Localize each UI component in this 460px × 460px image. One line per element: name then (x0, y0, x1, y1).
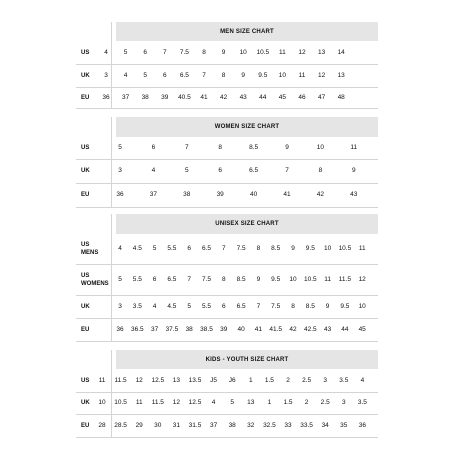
size-value: 10 (289, 275, 297, 283)
size-value: 11 (298, 71, 306, 79)
size-row (76, 137, 378, 160)
size-value: 11 (358, 245, 366, 252)
size-value: 6 (143, 48, 147, 56)
row-label-line: MENS (81, 250, 99, 256)
size-value: 41 (200, 93, 208, 101)
size-value: 6 (218, 167, 222, 174)
size-value: 5 (184, 167, 189, 174)
size-value: 4.5 (132, 245, 142, 252)
row-label-line: EU (81, 192, 90, 198)
size-value: 9.5 (305, 245, 315, 252)
row-label-line: EU (81, 326, 90, 333)
size-value: 5.5 (132, 275, 142, 283)
size-value: 7.5 (236, 245, 246, 252)
row-label (81, 326, 89, 334)
size-value: 36 (116, 325, 124, 333)
size-value: 10 (239, 48, 247, 56)
size-value: 3.5 (339, 376, 349, 384)
size-value: 38.5 (200, 325, 213, 333)
size-value: 43 (323, 325, 332, 333)
size-value: 48 (337, 93, 345, 101)
size-value: 9 (221, 48, 226, 56)
size-value: 9 (351, 167, 356, 174)
size-value: 7.5 (271, 302, 281, 310)
size-value: 8.5 (249, 144, 259, 151)
chart-title: MEN SIZE CHART (116, 22, 378, 41)
size-value: 2 (286, 376, 290, 384)
size-value: 14 (337, 48, 345, 56)
size-row (76, 87, 378, 109)
size-value: 42 (219, 93, 228, 101)
size-value: 38 (183, 191, 191, 198)
size-value: 41.5 (269, 325, 283, 333)
size-row (76, 264, 378, 296)
size-value: 11.5 (151, 399, 164, 406)
size-value: 1.5 (264, 376, 274, 384)
size-value: 5 (123, 48, 128, 56)
size-value: 7.5 (179, 48, 189, 56)
size-value: 45 (358, 325, 366, 333)
row-label-line: US (81, 272, 90, 279)
row-label-line: EU (81, 422, 90, 429)
size-value: 9 (291, 245, 295, 252)
chart-title: KIDS - YOUTH SIZE CHART (116, 350, 378, 369)
size-value: 36 (116, 191, 124, 198)
size-value: 41 (283, 191, 291, 198)
size-value: 43 (350, 191, 358, 198)
size-value: 13 (247, 399, 255, 406)
row-label (81, 167, 90, 175)
size-value: 37 (150, 325, 159, 333)
size-value: 5.5 (167, 245, 177, 252)
size-value: 43 (239, 93, 247, 101)
size-value: 47 (317, 93, 326, 101)
size-value: 13 (317, 48, 326, 56)
size-value: 35 (340, 421, 348, 429)
row-label (81, 399, 90, 407)
size-value: 8 (218, 144, 222, 151)
size-row (76, 183, 378, 208)
size-value: 3.5 (132, 302, 142, 310)
size-value: 9.5 (258, 71, 268, 79)
size-value: 44 (259, 93, 267, 101)
size-value: 9.5 (271, 275, 281, 283)
size-value: 10 (98, 399, 106, 406)
size-value: 40.5 (178, 93, 191, 101)
row-label (81, 422, 89, 430)
size-value: 12 (298, 48, 306, 56)
size-value: 39 (220, 325, 228, 333)
size-value: 5 (230, 399, 234, 406)
size-value: 31.5 (188, 421, 202, 429)
size-value: 11 (135, 399, 143, 406)
size-value: 4.5 (167, 302, 177, 310)
size-value: 36 (358, 421, 367, 429)
size-value: 31 (172, 421, 181, 429)
size-row (76, 64, 378, 88)
size-value: 4 (118, 245, 122, 252)
size-value: 4 (104, 48, 108, 56)
row-label-line: UK (81, 168, 90, 174)
size-value: 7 (221, 245, 226, 252)
size-value: 3 (104, 71, 108, 79)
size-value: 13.5 (188, 376, 202, 384)
size-value: 8.5 (305, 302, 315, 310)
size-row (76, 159, 378, 184)
row-label-line: WOMENS (81, 280, 109, 287)
size-value: 45 (278, 93, 287, 101)
size-row (76, 369, 378, 393)
size-value: 37 (149, 191, 158, 198)
size-value: 11 (98, 376, 106, 384)
size-value: 8 (221, 71, 226, 79)
size-value: 9 (256, 275, 261, 283)
size-value: 10.5 (303, 275, 317, 283)
size-value: 6.5 (167, 275, 177, 283)
size-value: 6.5 (179, 71, 189, 79)
size-row (76, 41, 378, 65)
size-value: 7 (285, 167, 289, 174)
size-value: 4 (152, 302, 157, 310)
size-row (76, 392, 378, 415)
size-value: 42.5 (303, 325, 317, 333)
row-label (81, 72, 90, 80)
size-value: 6 (152, 275, 157, 283)
size-value: 5 (143, 71, 147, 79)
size-value: 2 (304, 399, 309, 406)
size-value: 8.5 (271, 245, 281, 252)
size-value: 46 (298, 93, 306, 101)
size-value: 9 (241, 71, 245, 79)
size-value: 36.5 (130, 325, 144, 333)
size-value: J6 (228, 376, 236, 384)
row-label-line: UK (81, 400, 90, 406)
size-value: 38 (185, 325, 193, 333)
size-value: 7 (162, 48, 167, 56)
size-chart-section (76, 350, 378, 437)
size-value: 8 (318, 167, 323, 174)
size-value: 30 (154, 421, 162, 429)
size-value: 28.5 (114, 421, 127, 429)
row-label (81, 303, 90, 311)
size-value: 10 (323, 245, 332, 252)
size-value: 11 (324, 275, 331, 283)
size-value: 4 (211, 399, 216, 406)
size-value: 11 (279, 48, 286, 56)
size-value: 10 (316, 144, 325, 151)
size-value: 37.5 (165, 325, 179, 333)
size-value: 33 (284, 421, 292, 429)
row-label (81, 191, 89, 199)
size-value: 4 (123, 71, 128, 79)
size-value: 12.5 (188, 399, 202, 406)
size-value: 1 (248, 376, 253, 384)
size-value: 4 (360, 376, 365, 384)
size-value: 32 (247, 421, 255, 429)
size-value: 12 (135, 376, 143, 384)
row-label (81, 272, 109, 288)
row-label-line: US (81, 145, 90, 151)
size-value: 8.5 (236, 275, 246, 283)
size-value: J5 (210, 376, 218, 384)
size-value: 37 (121, 93, 130, 101)
size-value: 7 (187, 275, 191, 283)
size-value: 3 (323, 376, 327, 384)
size-value: 11 (350, 144, 358, 151)
row-label-line: UK (81, 303, 90, 310)
size-value: 10.5 (256, 48, 270, 56)
size-value: 5.5 (201, 302, 212, 310)
size-value: 9 (285, 144, 289, 151)
size-value: 10 (278, 71, 287, 79)
size-value: 42 (316, 191, 325, 198)
size-value: 44 (341, 325, 349, 333)
size-value: 1 (267, 399, 272, 406)
size-value: 34 (321, 421, 329, 429)
size-value: 12 (358, 275, 366, 283)
size-value: 1.5 (283, 399, 293, 406)
row-label (81, 144, 89, 152)
size-value: 8 (291, 302, 295, 310)
size-value: 7 (256, 302, 261, 310)
size-value: 5 (118, 275, 122, 283)
size-value: 39 (161, 93, 169, 101)
size-chart-section (76, 214, 378, 341)
size-value: 3 (118, 167, 122, 174)
row-label (81, 241, 98, 257)
size-value: 37 (209, 421, 218, 429)
chart-title: UNISEX SIZE CHART (116, 214, 378, 234)
size-value: 3 (341, 399, 346, 406)
size-row (76, 414, 378, 438)
chart-title: WOMEN SIZE CHART (116, 117, 378, 137)
size-value: 5 (152, 245, 157, 252)
size-value: 6 (151, 144, 156, 151)
row-label (81, 377, 89, 385)
size-value: 41 (254, 325, 263, 333)
size-value: 11.5 (338, 275, 351, 283)
size-value: 6.5 (236, 302, 246, 310)
size-value: 6.5 (201, 245, 212, 252)
size-value: 11.5 (114, 376, 127, 384)
size-value: 8 (221, 275, 226, 283)
size-value: 8 (256, 245, 261, 252)
size-value: 6 (162, 71, 167, 79)
size-value: 42 (289, 325, 297, 333)
size-chart-section (76, 117, 378, 207)
row-label (81, 49, 89, 57)
size-row (76, 318, 378, 342)
size-value: 6 (221, 302, 226, 310)
size-row (76, 295, 378, 319)
row-label-line: EU (81, 94, 90, 101)
size-value: 2.5 (302, 376, 312, 384)
size-value: 36 (102, 93, 110, 101)
size-value: 32.5 (263, 421, 276, 429)
size-value: 39 (216, 191, 224, 198)
size-value: 5 (118, 144, 122, 151)
size-value: 28 (98, 421, 106, 429)
size-value: 3.5 (357, 399, 367, 406)
size-value: 3 (118, 302, 122, 310)
size-value: 12 (317, 71, 326, 79)
size-value: 12 (172, 399, 181, 406)
size-value: 2.5 (320, 399, 330, 406)
row-label-line: US (81, 242, 90, 248)
size-value: 9.5 (340, 302, 350, 310)
size-value: 7.5 (201, 275, 212, 283)
row-label-line: US (81, 377, 90, 384)
size-value: 38 (228, 421, 236, 429)
size-value: 10.5 (338, 245, 352, 252)
size-chart-section (76, 22, 378, 108)
row-label-line: UK (81, 72, 90, 79)
size-value: 7 (202, 71, 206, 79)
row-label-line: US (81, 49, 90, 56)
size-value: 4 (151, 167, 156, 174)
size-value: 40 (249, 191, 258, 198)
size-value: 13 (337, 71, 345, 79)
size-value: 29 (135, 421, 143, 429)
size-value: 33.5 (300, 421, 313, 429)
size-value: 12.5 (151, 376, 165, 384)
size-value: 5 (187, 302, 191, 310)
size-value: 9 (325, 302, 330, 310)
size-value: 6.5 (249, 167, 259, 174)
size-value: 38 (141, 93, 149, 101)
size-value: 10 (358, 302, 366, 310)
size-value: 7 (184, 144, 189, 151)
size-value: 6 (187, 245, 191, 252)
size-value: 8 (202, 48, 206, 56)
size-value: 13 (172, 376, 181, 384)
row-label (81, 94, 89, 102)
size-value: 40 (237, 325, 245, 333)
size-value: 10.5 (114, 399, 127, 406)
size-row (76, 234, 378, 265)
